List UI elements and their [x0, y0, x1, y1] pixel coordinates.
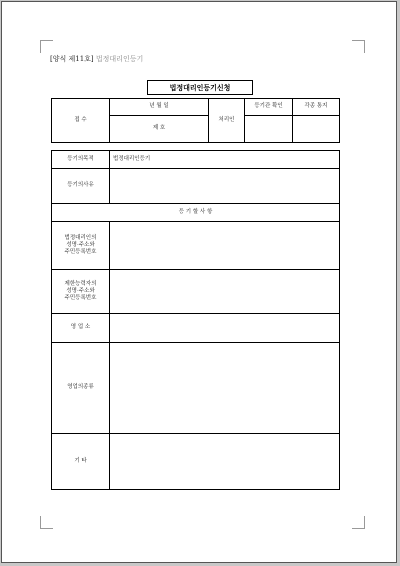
business-type-label: 영업의종류	[67, 384, 94, 391]
document-page	[1, 1, 397, 563]
subject-info-label: 제한능력자의 성명·주소와 주민등록번호	[64, 280, 97, 302]
crop-mark-top-left	[40, 40, 53, 53]
registrar-confirm-label: 등기관 확인	[254, 103, 283, 110]
notice-label: 각종 통지	[304, 103, 328, 110]
processor-label: 처리인	[218, 116, 235, 123]
purpose-label: 등기의목적	[67, 155, 94, 162]
crop-mark-top-right	[352, 40, 365, 53]
crop-mark-bottom-right	[352, 516, 365, 529]
other-label: 기 타	[74, 457, 87, 464]
purpose-value: 법정대리인등기	[113, 155, 151, 162]
crop-mark-bottom-left	[40, 516, 53, 529]
business-office-label: 영 업 소	[70, 324, 91, 331]
registration-table	[51, 150, 340, 490]
form-number: [양식 제11호]	[50, 55, 94, 63]
cause-label: 등기의사유	[67, 182, 94, 189]
receipt-label: 접 수	[74, 116, 87, 123]
receipt-table	[51, 98, 340, 143]
form-title: 법정대리인등기신청	[147, 80, 253, 95]
agent-info-label: 법정대리인의 성명·주소와 주민등록번호	[64, 234, 97, 256]
receipt-number-label: 제 호	[152, 125, 166, 132]
receipt-date-label: 년 월 일	[149, 103, 169, 110]
form-label	[50, 54, 143, 64]
form-name: 법정대리인등기	[95, 55, 144, 63]
registration-items-header: 등 기 할 사 항	[178, 208, 213, 215]
